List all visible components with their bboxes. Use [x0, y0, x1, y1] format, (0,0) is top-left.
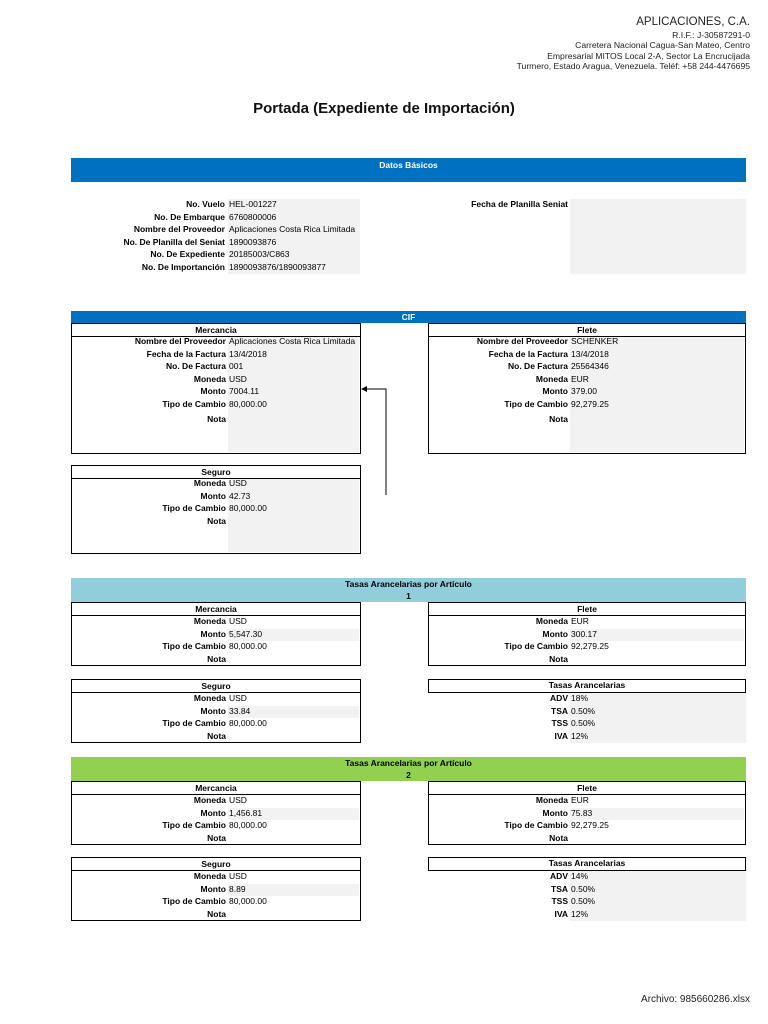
cif-flete-row [428, 413, 570, 426]
cif-seguro-label: Monto [200, 490, 226, 501]
cif-flete-title: Flete [429, 324, 745, 337]
art1-flete-row [428, 615, 570, 628]
art2-flete-label: Moneda [535, 795, 568, 805]
art1-seguro-label: Moneda [193, 693, 226, 703]
art1-mercancia-value: USD [229, 616, 247, 626]
art1-seguro-value: 80,000.00 [229, 718, 267, 728]
art2-tasas-row [428, 870, 570, 883]
art2-tasas-label: TSS [551, 896, 568, 906]
cif-flete-row [428, 385, 570, 398]
cif-mercancia-row [71, 398, 228, 411]
art1-tasas-values-bg [570, 693, 746, 743]
fecha-planilla-value-bg [570, 199, 746, 274]
art2-seguro-label: Monto [200, 883, 226, 894]
datos-field-row [71, 223, 227, 236]
art2-flete-row [428, 794, 570, 807]
art1-tasas-value: 0.50% [571, 705, 596, 716]
cif-flete-value: 25564346 [571, 361, 609, 371]
art1-mercancia-row [71, 653, 228, 666]
cif-flete-value: 379.00 [571, 386, 597, 396]
art1-seguro-row [71, 692, 228, 705]
articulo-1-header: Tasas Arancelarias por Artículo [345, 579, 472, 589]
art1-tasas-row [428, 692, 570, 705]
datos-field-label: No. De Importanción [141, 261, 225, 272]
cif-flete-row [428, 348, 570, 361]
articulo-2-number: 2 [406, 770, 411, 780]
file-footer: Archivo: 985660286.xlsx [641, 994, 750, 1005]
art1-tasas-value: 12% [571, 730, 589, 741]
cif-flete-value: 92,279.25 [571, 398, 609, 409]
art2-flete-value: EUR [571, 795, 589, 805]
art1-seguro-row [71, 717, 228, 730]
cif-mercancia-label: Tipo de Cambio [162, 398, 226, 409]
articulo-1-number: 1 [406, 591, 411, 601]
art1-flete-value: EUR [571, 616, 589, 626]
cif-seguro-value: USD [229, 478, 247, 488]
datos-field-value: Aplicaciones Costa Rica Limitada [229, 224, 356, 234]
art1-tasas-label: TSA [551, 705, 568, 716]
art1-tasas-label: TSS [551, 718, 568, 728]
datos-field-value: 1890093876/1890093877 [229, 261, 326, 272]
cif-seguro-title: Seguro [72, 466, 360, 479]
cif-flete-label: No. De Factura [508, 361, 568, 371]
cif-mercancia-label: Nombre del Proveedor [134, 336, 226, 346]
cif-mercancia-value: USD [229, 373, 247, 384]
cif-flete-value: 13/4/2018 [571, 348, 609, 359]
art1-mercancia-row [71, 628, 228, 641]
art2-mercancia-row [71, 794, 228, 807]
art2-seguro-title: Seguro [72, 858, 360, 871]
datos-field-label: No. De Expediente [150, 249, 225, 259]
art2-seguro-row [71, 895, 228, 908]
company-rif: R.I.F.: J-30587291-0 [672, 29, 750, 40]
art1-tasas-value: 0.50% [571, 718, 596, 728]
cif-flete-label: Nota [549, 414, 568, 424]
cif-header: CIF [401, 312, 416, 322]
art1-flete-value: 300.17 [571, 628, 597, 639]
art2-seguro-value: 8.89 [229, 883, 246, 894]
art1-mercancia-value: 5,547.30 [229, 628, 263, 639]
art2-tasas-value: 0.50% [571, 883, 596, 894]
datos-field-label: No. Vuelo [186, 199, 225, 209]
art2-seguro-value: USD [229, 871, 247, 881]
datos-field-row [71, 261, 227, 274]
art2-tasas-title: Tasas Arancelarias [428, 857, 746, 871]
company-name: APLICACIONES, C.A. [636, 16, 750, 28]
art2-flete-title: Flete [429, 782, 745, 795]
company-address-line: Carretera Nacional Cagua-San Mateo, Centro [575, 40, 750, 50]
art1-mercancia-label: Tipo de Cambio [162, 641, 226, 651]
art1-mercancia-row [71, 640, 228, 653]
cif-mercancia-row [71, 385, 228, 398]
art1-flete-title: Flete [429, 603, 745, 616]
art2-flete-row [428, 819, 570, 832]
art1-seguro-value: 33.84 [229, 705, 251, 716]
datos-field-label: No. De Embarque [154, 211, 225, 222]
art2-flete-value: 75.83 [571, 807, 593, 818]
cif-mercancia-label: Moneda [193, 373, 226, 384]
articulo-2-band [71, 757, 746, 781]
art2-seguro-row [71, 908, 228, 921]
cif-flete-label: Tipo de Cambio [504, 398, 568, 409]
cif-flete-label: Fecha de la Factura [488, 348, 568, 359]
cif-mercancia-value: 13/4/2018 [229, 348, 267, 359]
cif-seguro-row [71, 502, 228, 515]
connector-arrow [355, 380, 395, 500]
art2-tasas-value: 0.50% [571, 896, 596, 906]
art1-flete-label: Tipo de Cambio [504, 641, 568, 651]
fecha-planilla-label: Fecha de Planilla Seniat [471, 199, 568, 209]
art2-mercancia-label: Moneda [193, 795, 226, 805]
art1-flete-row [428, 653, 570, 666]
art1-flete-label: Moneda [535, 616, 568, 626]
cif-seguro-value: 42.73 [229, 490, 251, 501]
art1-tasas-label: IVA [554, 730, 568, 741]
art1-flete-row [428, 628, 570, 641]
cif-mercancia-row [71, 373, 228, 386]
art1-tasas-row [428, 705, 570, 718]
company-address-line: Empresarial MITOS Local 2-A, Sector La Encrucijada [547, 50, 750, 61]
datos-basicos-header: Datos Básicos [379, 160, 438, 170]
art1-flete-label: Monto [542, 628, 568, 639]
art2-tasas-values-bg [570, 871, 746, 921]
art1-mercancia-title: Mercancia [72, 603, 360, 616]
datos-field-label: No. De Planilla del Seniat [123, 236, 225, 247]
cif-flete-label: Moneda [535, 373, 568, 384]
cif-seguro-value: 80,000.00 [229, 503, 267, 513]
art2-tasas-label: IVA [554, 908, 568, 919]
art2-mercancia-row [71, 819, 228, 832]
cif-flete-value: SCHENKER [571, 336, 619, 346]
cif-mercancia-row [71, 335, 228, 348]
cif-mercancia-value: 001 [229, 361, 244, 371]
company-header [517, 17, 750, 72]
art1-seguro-row [71, 730, 228, 743]
art1-tasas-title: Tasas Arancelarias [428, 679, 746, 693]
datos-basicos-band [71, 158, 746, 182]
cif-band [71, 311, 746, 323]
art1-seguro-row [71, 705, 228, 718]
cif-seguro-row [71, 490, 228, 503]
art2-seguro-row [71, 883, 228, 896]
art1-flete-label: Nota [549, 653, 568, 664]
datos-field-value: 20185003/C863 [229, 249, 290, 259]
art1-mercancia-row [71, 615, 228, 628]
page-title: Portada (Expediente de Importación) [253, 100, 515, 117]
art1-seguro-value: USD [229, 693, 247, 703]
art2-mercancia-value: 80,000.00 [229, 820, 267, 830]
art2-mercancia-label: Monto [200, 807, 226, 818]
cif-flete-row [428, 335, 570, 348]
art2-mercancia-row [71, 832, 228, 845]
cif-flete-label: Monto [542, 386, 568, 396]
art2-seguro-value: 80,000.00 [229, 896, 267, 906]
art1-tasas-label: ADV [550, 693, 568, 703]
art2-mercancia-row [71, 807, 228, 820]
datos-field-value: 1890093876 [229, 236, 277, 247]
art2-tasas-label: ADV [550, 871, 568, 881]
art1-seguro-label: Nota [207, 730, 226, 741]
art2-tasas-row [428, 883, 570, 896]
cif-seguro-label: Tipo de Cambio [162, 503, 226, 513]
cif-mercancia-row [71, 360, 228, 373]
art2-tasas-row [428, 895, 570, 908]
art2-seguro-label: Moneda [193, 871, 226, 881]
datos-field-row [71, 248, 227, 261]
art1-seguro-label: Monto [200, 705, 226, 716]
art2-flete-row [428, 832, 570, 845]
art2-flete-label: Monto [542, 807, 568, 818]
cif-seguro-label: Moneda [193, 478, 226, 488]
art2-seguro-label: Nota [207, 908, 226, 919]
art1-flete-row [428, 640, 570, 653]
articulo-2-header: Tasas Arancelarias por Artículo [345, 758, 472, 768]
art2-tasas-value: 14% [571, 871, 589, 881]
cif-mercancia-label: Fecha de la Factura [146, 348, 226, 359]
datos-field-value: 6760800006 [229, 211, 277, 222]
art2-mercancia-label: Nota [207, 832, 226, 843]
art1-mercancia-value: 80,000.00 [229, 641, 267, 651]
art1-mercancia-label: Moneda [193, 616, 226, 626]
art1-mercancia-label: Monto [200, 628, 226, 639]
cif-mercancia-value: 7004.11 [229, 386, 260, 396]
art2-tasas-row [428, 908, 570, 921]
datos-field-label: Nombre del Proveedor [133, 224, 225, 234]
art2-flete-label: Nota [549, 832, 568, 843]
cif-mercancia-label: No. De Factura [166, 361, 226, 371]
art2-tasas-value: 12% [571, 908, 589, 919]
art2-flete-value: 92,279.25 [571, 820, 609, 830]
cif-flete-row [428, 373, 570, 386]
art2-mercancia-value: USD [229, 795, 247, 805]
art1-flete-value: 92,279.25 [571, 641, 609, 651]
art2-flete-row [428, 807, 570, 820]
cif-mercancia-label: Nota [207, 414, 226, 424]
art1-tasas-row [428, 730, 570, 743]
company-address-line: Turmero, Estado Aragua, Venezuela. Teléf: +58 244-4476695 [516, 61, 750, 71]
art2-flete-label: Tipo de Cambio [504, 820, 568, 830]
cif-mercancia-value: Aplicaciones Costa Rica Limitada [229, 336, 356, 346]
cif-mercancia-row [71, 348, 228, 361]
cif-seguro-row [71, 477, 228, 490]
art1-seguro-title: Seguro [72, 680, 360, 693]
art1-tasas-value: 18% [571, 693, 589, 703]
cif-mercancia-row [71, 413, 228, 426]
art2-seguro-row [71, 870, 228, 883]
cif-seguro-row [71, 515, 228, 528]
cif-flete-value: EUR [571, 373, 589, 384]
art2-tasas-label: TSA [551, 883, 568, 894]
cif-mercancia-title: Mercancia [72, 324, 360, 337]
cif-flete-label: Nombre del Proveedor [476, 336, 568, 346]
datos-field-value: HEL-001227 [229, 199, 277, 209]
art1-mercancia-label: Nota [207, 653, 226, 664]
fecha-planilla-row [400, 198, 570, 211]
art1-tasas-row [428, 717, 570, 730]
art2-mercancia-value: 1,456.81 [229, 807, 263, 818]
cif-seguro-label: Nota [207, 515, 226, 526]
art2-mercancia-label: Tipo de Cambio [162, 820, 226, 830]
cif-flete-row [428, 360, 570, 373]
art2-mercancia-title: Mercancia [72, 782, 360, 795]
cif-mercancia-value: 80,000.00 [229, 398, 267, 409]
datos-field-row [71, 236, 227, 249]
cif-mercancia-label: Monto [200, 386, 226, 396]
articulo-1-band [71, 578, 746, 602]
art1-seguro-label: Tipo de Cambio [162, 718, 226, 728]
art2-seguro-label: Tipo de Cambio [162, 896, 226, 906]
cif-flete-row [428, 398, 570, 411]
datos-field-row [71, 198, 227, 211]
datos-field-row [71, 211, 227, 224]
